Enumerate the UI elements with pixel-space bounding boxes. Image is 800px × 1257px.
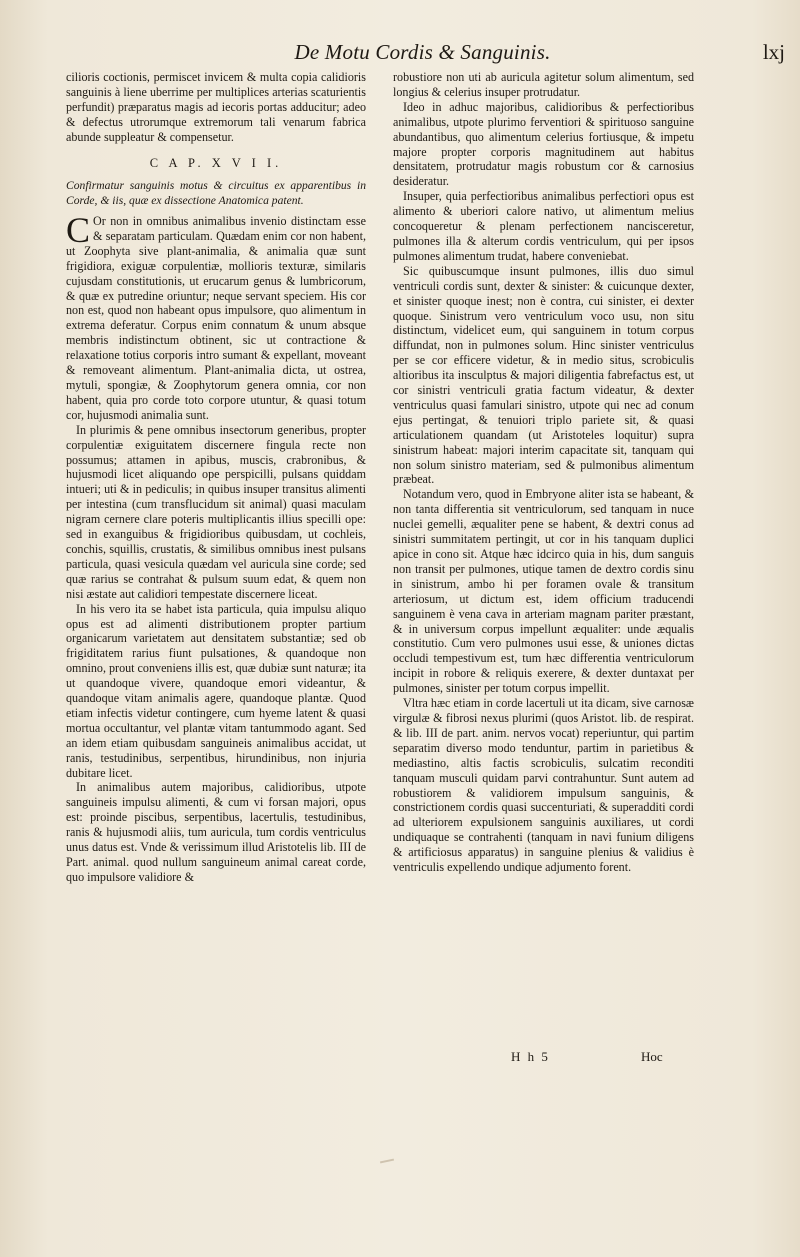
paragraph: Insuper, quia perfectioribus animalibus perfectiori opus est alimento & uberiori calore nativo, ut alimentum melius concoqueretur & plenam perfectionem nancisceretur, pulmones illa & alterum cordis ventriculum, qui per ipsos pulmones alimentum trudat, habere conveniebat. [393, 189, 694, 263]
page-header [60, 40, 785, 66]
paragraph: Sic quibuscumque insunt pulmones, illis duo simul ventriculi cordis sunt, dexter & sinister: & cuicunque dexter, et sinister quoque inest; non è contra, cui sinister, ei dexter quoque. Sinistrum vero ventriculum voco usu, non situ distinctum, videlicet eum, qui sanguinem in totum corpus diffundat, non in pulmones solum. Hinc sinister ventriculus per se cor efficere videtur, & in medio situs, scrobiculis altioribus ita insculptus & majori diligentia fabrefactus est, ut cor sinistri ventriculi gratia factum videatur, & dexter ventriculus quasi famulari sinistro, utpote qui nec ad conum ejus pertingat, & tenuiori triplo pariete sit, & quasi articulationem quandam (ut Aristoteles loquitur) supra sinistrum habeat: majori interim capacitate sit, tanquam qui non solum sinistro materiam, sed & pulmonibus alimentum præbeat. [393, 263, 694, 487]
paragraph: In plurimis & pene omnibus insectorum generibus, propter corpulentiæ exiguitatem discernere fingula recte non possumus; attamen in apibus, muscis, crabronibus, & hujusmodi licet aliquando ope perspicilli, pulsans quiddam intueri; uti & in pediculis; in quibus insuper transitus alimenti per intestina (cum transflucidum sit animal) quasi maculam nigram cernere clare poteris multiplicantis illius specilli ope: sed in exanguibus & frigidioribus quibusdam, ut cochleis, conchis, squillis, crustatis, & similibus omnibus inest pulsans particula, quasi vesicula quædam vel auricula sine corde; sed quæ rarius se contrahat & pulsum suum edat, & quem non nisi æstate aut calidiori tempestate discernere liceat. [66, 422, 366, 601]
running-head: De Motu Cordis & Sanguinis. [294, 40, 551, 64]
paragraph: Ideo in adhuc majoribus, calidioribus & perfectioribus animalibus, utpote plurimo ferventiori & spirituoso sanguine abundantibus, quo alimentum celerius fortiusque, & impetu majore propter corporis magnitudinem aut habitus densitatem, protrudatur magis robustum cor & carnosius desideratur. [393, 99, 694, 189]
page-footer [511, 1049, 711, 1065]
left-column [66, 70, 366, 885]
catchword: Hoc [641, 1049, 663, 1064]
paper-blemish [380, 1159, 394, 1164]
paragraph-text: Or non in omnibus animalibus invenio distinctam esse & separatam particulam. Quædam enim cor non habent, ut Zoophyta sive plant-animalia, & animalia quæ sunt frigidiora, exiguæ corpulentiæ, mollioris texturæ, similaris cujusdam constitutionis, ut erucarum genus & lumbricorum, & quæ ex putredine oriuntur; neque servant speciem. His cor non est, quod non habeant opus impulsore, quo alimentum in extrema deferatur. Corpus enim connatum & unum absque membris indistinctum obtinent, sic ut contractione & relaxatione totius corporis intro sumant & expellant, moveant & removeant alimentum. Plant-animalia dicta, ut ostrea, mytuli, spongiæ, & Zoophytorum genera omnia, cor non habent, quia pro corde toto corpore utuntur, & quasi totum cor, hujusmodi animalia sunt. [66, 214, 366, 422]
signature-mark: H h 5 [511, 1049, 550, 1064]
page-number: lxj [762, 40, 785, 64]
paragraph-with-initial [66, 210, 366, 423]
paragraph: Vltra hæc etiam in corde lacertuli ut ita dicam, sive carnosæ virgulæ & fibrosi nexus plurimi (quos Aristot. lib. de respirat. & lib. III de part. anim. nervos vocat) reperiuntur, qui partim separatim diverso modo tenduntur, partim in parietibus & mediastino, altis factis scrobiculis, sulcatim reconditi tanquam musculi quidam parvi contrahuntur. Sunt autem ad robustiorem & validiorem impulsum sanguinis, & constrictionem cordis quasi succenturiati, & superadditi cordi ad ulteriorem expulsionem sanguinis auxiliares, ut cordi undiquaque se contrahenti (tanquam in navi funium diligens & artificiosus apparatus) in sanguine plenius & validius è ventriculis expellendo undique adjumento forent. [393, 696, 694, 875]
drop-initial: C [66, 210, 91, 251]
paragraph: In his vero ita se habet ista particula, quia impulsu aliquo opus est ad alimenti distributionem propter partium organicarum varietatem aut densitatem substantiæ; sed ob frigiditatem rarius fiunt pulsationes, & quandoque non omnino, prout conveniens illis est, quæ dubiæ sunt naturæ; ita ut quandoque vivere, quandoque emori videantur, & quandoque vitam animalis agere, quandoque plantæ. Quod etiam infectis videtur contingere, cum hyeme latent & quasi mortua occultantur, vel plantæ vitam tantummodo agant. Sed an idem etiam quibusdam sanguineis animalibus accidat, ut ranis, testudinibus, serpentibus, hirundinibus, non injuria dubitare licet. [66, 601, 366, 780]
paragraph: Notandum vero, quod in Embryone aliter ista se habeant, & non tanta differentia sit ventriculorum, sed tanquam in nuce nuclei gemelli, æqualiter pene se habent, & dextri conus ad sinistri summitatem pertingit, ut cor in his tanquam duplici apice in cono sit. Atque hæc idcirco quia in his, dum sanguis non transit per pulmones, utique tamen de dextro cordis sinu in sinistrum, ambo hi per foramen ovale & transitum arteriosum, ut dictum est, idem officium traducendi sanguinem è vena cava in arteriam magnam pariter præstant, & in universum corpus impellunt æqualiter: unde æqualis constitutio. Cum vero pulmones usui esse, & uniones dictas occludi tempestivum est, tum hæc differentia ventriculorum incipit in robore & reliquis exerere, & dexter duntaxat per pulmones, sinister per totum corpus impellit. [393, 487, 694, 696]
paragraph: In animalibus autem majoribus, calidioribus, utpote sanguineis impulsu alimenti, & cum vi forsan majori, opus est: proinde piscibus, serpentibus, lacertulis, testudinibus, ranis & hujusmodi aliis, tum auricula, tum cordis ventriculus unus datus est. Vnde & verissimum illud Aristotelis lib. III de Part. animal. quod nullum sanguineum animal careat corde, quo impulsore validiore & [66, 780, 366, 884]
paragraph-continued: robustiore non uti ab auricula agitetur solum alimentum, sed longius & celerius insuper protrudatur. [393, 70, 694, 99]
chapter-heading: C A P. X V I I. [149, 155, 283, 170]
chapter-summary: Confirmatur sanguinis motus & circuitus ex apparentibus in Corde, & iis, quæ ex dissectione Anatomica patent. [66, 179, 366, 207]
right-column [393, 70, 694, 875]
paragraph-continued: cilioris coctionis, permiscet invicem & multa copia calidioris sanguinis à liene uberrime per multiplices arterias scaturientis perfundit) præparatus magis ad iecoris portas adducitur; adeo & defectus utrorumque extremorum tali venarum fabrica abunde suppleatur & compensetur. [66, 70, 366, 144]
